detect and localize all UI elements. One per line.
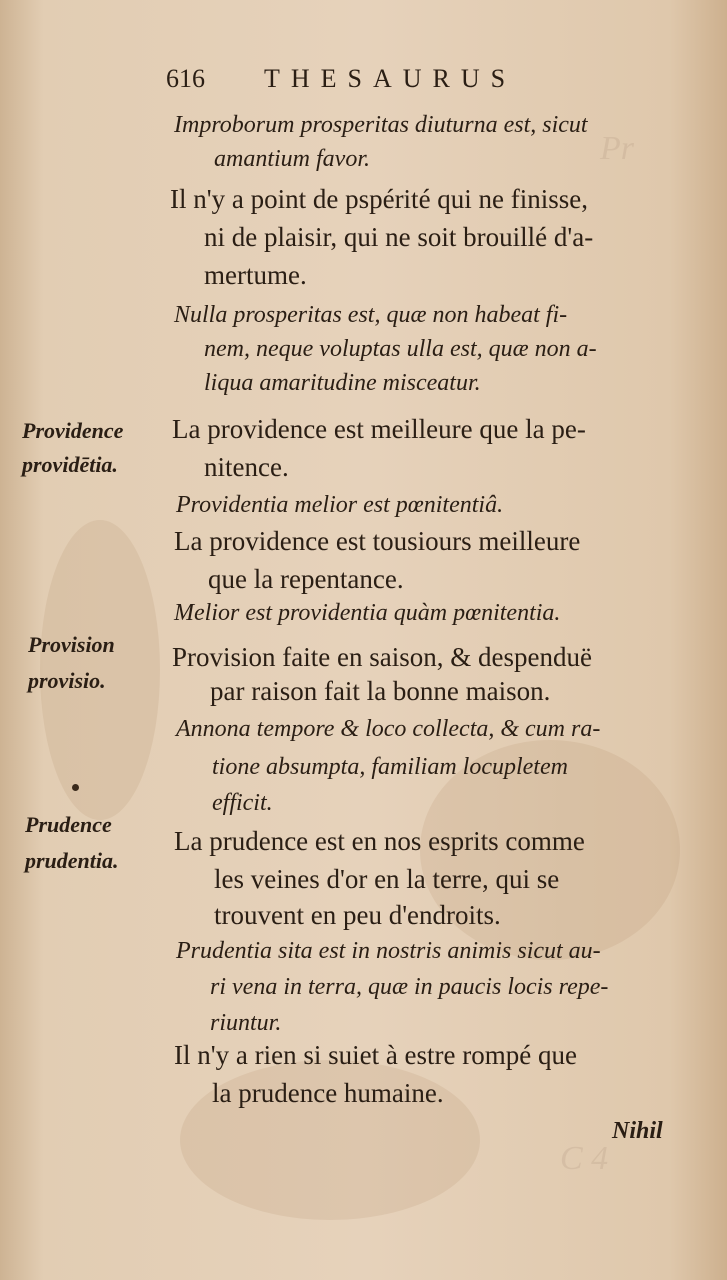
french-text-line: La providence est tousiours meilleure (174, 526, 581, 556)
french-text-line: par raison fait la bonne maison. (210, 676, 551, 706)
bleed-through: C 4 (560, 1140, 609, 1177)
latin-text-line: tione absumpta, familiam locupletem (212, 754, 568, 780)
french-text-line: Il n'y a rien si suiet à estre rompé que (174, 1040, 577, 1070)
margin-note: Prudence (25, 812, 112, 837)
french-text-line: La providence est meilleure que la pe- (172, 414, 586, 444)
latin-text-line: Improborum prosperitas diuturna est, sicut (174, 112, 588, 138)
ink-dot (72, 784, 79, 791)
margin-note: provisio. (28, 668, 106, 693)
french-text-line: Provision faite en saison, & despenduë (172, 642, 592, 672)
latin-text-line: nem, neque voluptas ulla est, quæ non a- (204, 336, 597, 362)
latin-text-line: Providentia melior est pœnitentiâ. (176, 492, 504, 518)
french-text-line: Il n'y a point de pspérité qui ne finisse, (170, 184, 589, 214)
french-text-line: La prudence est en nos esprits comme (174, 826, 585, 856)
running-title: THESAURUS (264, 64, 517, 93)
french-text-line: ni de plaisir, qui ne soit brouillé d'a- (204, 222, 594, 252)
latin-text-line: efficit. (212, 790, 273, 816)
page-number: 616 (166, 64, 205, 93)
margin-note: providētia. (22, 452, 118, 477)
margin-note: prudentia. (25, 848, 119, 873)
latin-text-line: riuntur. (210, 1010, 282, 1036)
latin-text-line: Prudentia sita est in nostris animis sicut au- (176, 938, 601, 964)
french-text-line: les veines d'or en la terre, qui se (214, 864, 560, 894)
french-text-line: nitence. (204, 452, 289, 482)
latin-text-line: liqua amaritudine misceatur. (204, 370, 481, 396)
latin-text-line: ri vena in terra, quæ in paucis locis repe- (210, 974, 609, 1000)
latin-text-line: amantium favor. (214, 146, 370, 172)
french-text-line: trouvent en peu d'endroits. (214, 900, 501, 930)
margin-note: Providence (22, 418, 124, 443)
latin-text-line: Melior est providentia quàm pœnitentia. (174, 600, 561, 626)
catchword: Nihil (612, 1118, 663, 1144)
french-text-line: que la repentance. (208, 564, 404, 594)
margin-note: Provision (28, 632, 115, 657)
latin-text-line: Nulla prosperitas est, quæ non habeat fi- (174, 302, 568, 328)
french-text-line: la prudence humaine. (212, 1078, 444, 1108)
page-header (166, 64, 516, 94)
bleed-through: Pr (600, 130, 634, 167)
latin-text-line: Annona tempore & loco collecta, & cum ra- (176, 716, 601, 742)
french-text-line: mertume. (204, 260, 307, 290)
